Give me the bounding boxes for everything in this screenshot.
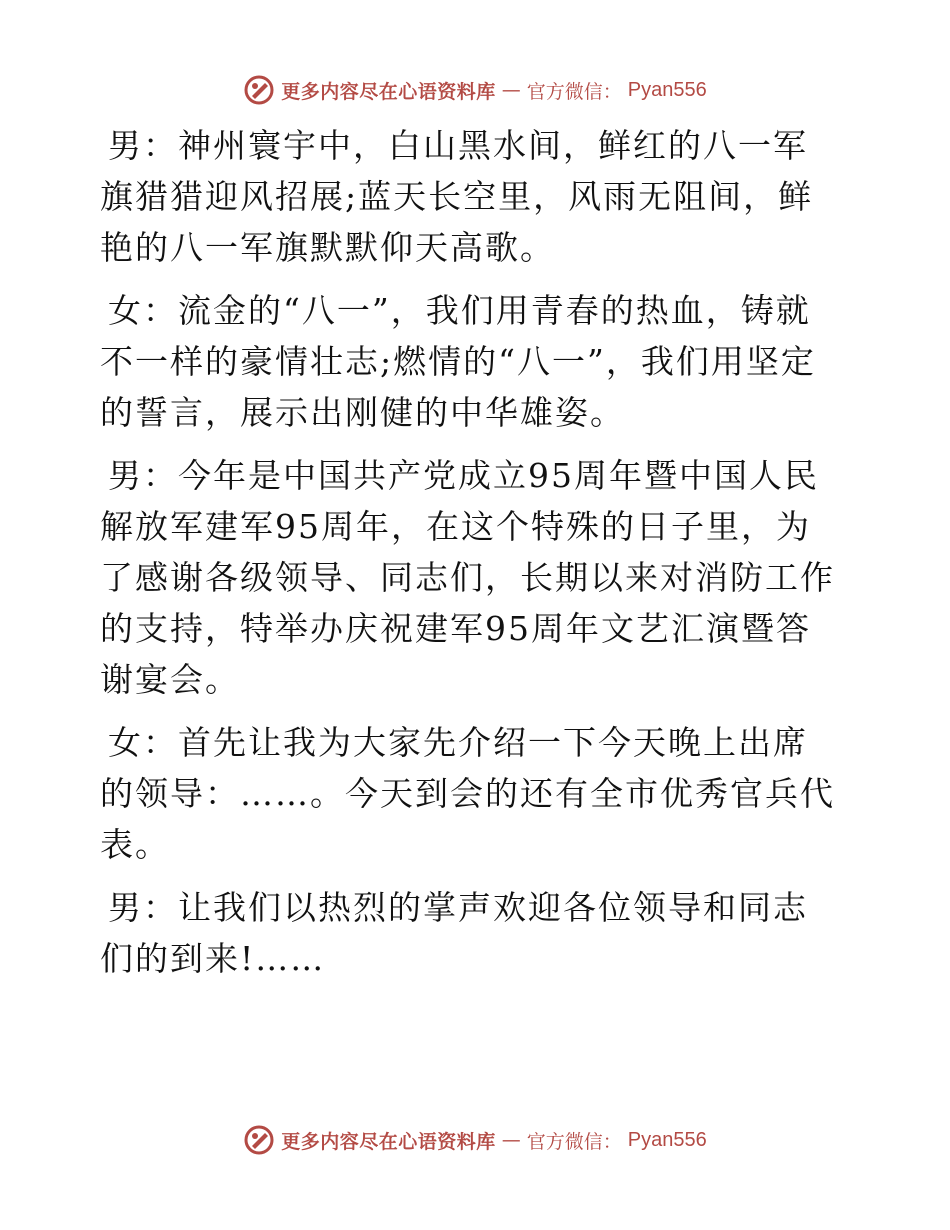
speaker-label: 女： [108,723,178,762]
paragraph-1 [100,120,835,273]
paragraph-5 [100,882,835,984]
header-dash: — [501,79,521,101]
footer-wechat-id: Pyan556 [627,1128,707,1151]
footer-watermark [0,1120,950,1160]
header-wechat-id: Pyan556 [627,78,707,101]
header-watermark [0,70,950,110]
speaker-label: 女： [108,291,178,330]
paragraph-text: 首先让我为大家先介绍一下今天晚上出席的领导：……。今天到会的还有全市优秀官兵代表。 [100,723,835,864]
paragraph-3 [100,450,835,705]
speaker-label: 男： [108,888,178,927]
speaker-label: 男： [108,126,178,165]
brand-logo-icon [243,1124,275,1156]
header-brand-text: 更多内容尽在心语资料库 [281,80,496,103]
header-wechat-label: 官方微信： [526,80,622,103]
paragraph-text: 流金的“八一”，我们用青春的热血，铸就不一样的豪情壮志;燃情的“八一”，我们用坚定的誓言，展示出刚健的中华雄姿。 [100,291,816,432]
speaker-label: 男： [108,456,178,495]
paragraph-text: 今年是中国共产党成立95周年暨中国人民解放军建军95周年，在这个特殊的日子里，为了感谢各级领导、同志们，长期以来对消防工作的支持，特举办庆祝建军95周年文艺汇演暨答谢宴会。 [100,456,835,699]
footer-brand-text: 更多内容尽在心语资料库 [281,1130,496,1153]
paragraph-2 [100,285,835,438]
paragraph-text: 让我们以热烈的掌声欢迎各位领导和同志们的到来!…… [100,888,808,978]
paragraph-4 [100,717,835,870]
paragraph-text: 神州寰宇中，白山黑水间，鲜红的八一军旗猎猎迎风招展;蓝天长空里，风雨无阻间，鲜艳的八一军旗默默仰天高歌。 [100,126,814,267]
brand-logo-icon [243,74,275,106]
footer-wechat-label: 官方微信： [526,1130,622,1153]
footer-dash: — [501,1129,521,1151]
document-body [100,120,835,996]
